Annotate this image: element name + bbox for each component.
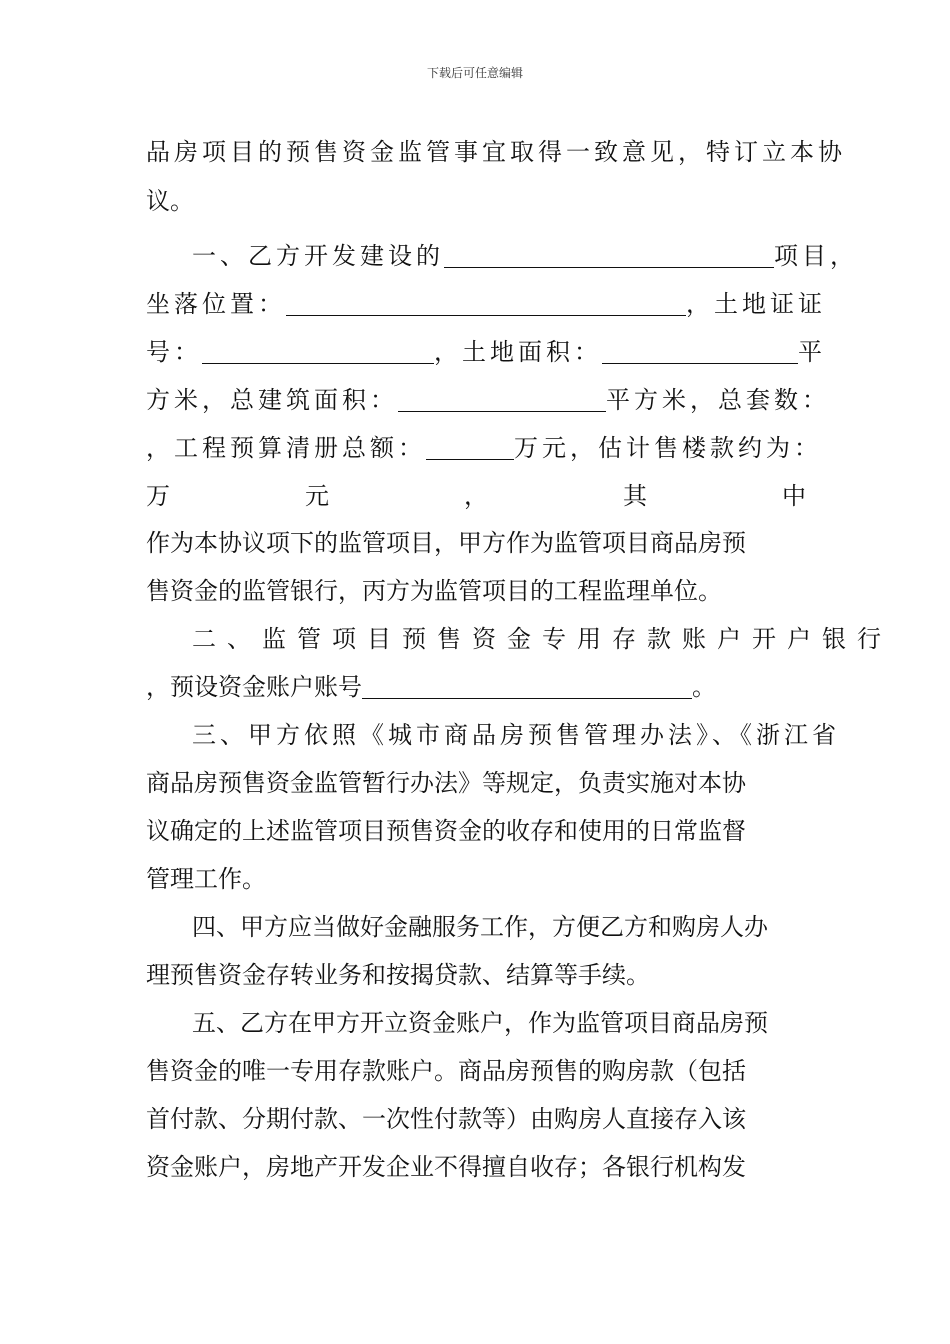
clause-2-line-1: 二、监管项目预售资金专用存款账户开户银行 bbox=[192, 625, 892, 653]
char-qi: 其 bbox=[623, 482, 647, 510]
text-line-10: 售资金的监管银行，丙方为监管项目的工程监理单位。 bbox=[146, 577, 722, 605]
clause-1-text: 一、乙方开发建设的 bbox=[192, 242, 444, 270]
clause-1-line-6 bbox=[146, 480, 806, 512]
clause-1-text-end: 项目， bbox=[774, 242, 858, 270]
number-label: 号： bbox=[146, 338, 202, 366]
sales-estimate-label: 万元，估计售楼款约为： bbox=[514, 434, 822, 462]
clause-5-line-1: 五、乙方在甲方开立资金账户，作为监管项目商品房预 bbox=[192, 1009, 768, 1037]
clause-1-line-3 bbox=[146, 336, 826, 368]
text-line-2: 议。 bbox=[146, 187, 194, 215]
clause-5-line-4: 资金账户，房地产开发企业不得擅自收存；各银行机构发 bbox=[146, 1153, 746, 1181]
budget-blank bbox=[426, 435, 514, 460]
project-name-blank bbox=[444, 243, 774, 268]
clause-5-line-2: 售资金的唯一专用存款账户。商品房预售的购房款（包括 bbox=[146, 1057, 746, 1085]
char-comma: ， bbox=[464, 482, 488, 510]
page-header: 下载后可任意编辑 bbox=[426, 66, 523, 80]
budget-label: ，工程预算清册总额： bbox=[146, 434, 426, 462]
land-area-blank bbox=[602, 339, 798, 364]
location-blank bbox=[286, 291, 686, 316]
clause-1-line-1 bbox=[192, 240, 858, 272]
char-zhong: 中 bbox=[782, 482, 806, 510]
clause-2-line-2 bbox=[146, 671, 806, 703]
land-cert-blank bbox=[202, 339, 434, 364]
clause-4-line-2: 理预售资金存转业务和按揭贷款、结算等手续。 bbox=[146, 961, 650, 989]
land-area-label: ，土地面积： bbox=[434, 338, 602, 366]
clause-3-line-1: 三、甲方依照《城市商品房预售管理办法》、《浙江省 bbox=[192, 721, 840, 749]
total-units-label: 平方米，总套数： bbox=[606, 386, 830, 414]
clause-1-line-2 bbox=[146, 288, 826, 320]
period: 。 bbox=[692, 673, 716, 701]
land-cert-label: ，土地证证 bbox=[686, 290, 826, 318]
building-area-blank bbox=[398, 387, 606, 412]
clause-1-line-5 bbox=[146, 432, 822, 464]
unit-label: 平 bbox=[798, 338, 826, 366]
clause-5-line-3: 首付款、分期付款、一次性付款等）由购房人直接存入该 bbox=[146, 1105, 746, 1133]
clause-1-line-4 bbox=[146, 384, 830, 416]
location-label: 坐落位置： bbox=[146, 290, 286, 318]
text-line-1: 品房项目的预售资金监管事宜取得一致意见，特订立本协 bbox=[146, 138, 846, 166]
clause-3-line-4: 管理工作。 bbox=[146, 865, 266, 893]
account-number-label: ，预设资金账户账号 bbox=[146, 673, 362, 701]
clause-4-line-1: 四、甲方应当做好金融服务工作，方便乙方和购房人办 bbox=[192, 913, 768, 941]
account-number-blank bbox=[362, 674, 692, 699]
building-area-label: 方米，总建筑面积： bbox=[146, 386, 398, 414]
clause-3-line-3: 议确定的上述监管项目预售资金的收存和使用的日常监督 bbox=[146, 817, 746, 845]
char-yuan: 元 bbox=[305, 482, 329, 510]
char-wan: 万 bbox=[146, 482, 170, 510]
clause-3-line-2: 商品房预售资金监管暂行办法》等规定，负责实施对本协 bbox=[146, 769, 746, 797]
text-line-9: 作为本协议项下的监管项目，甲方作为监管项目商品房预 bbox=[146, 529, 746, 557]
